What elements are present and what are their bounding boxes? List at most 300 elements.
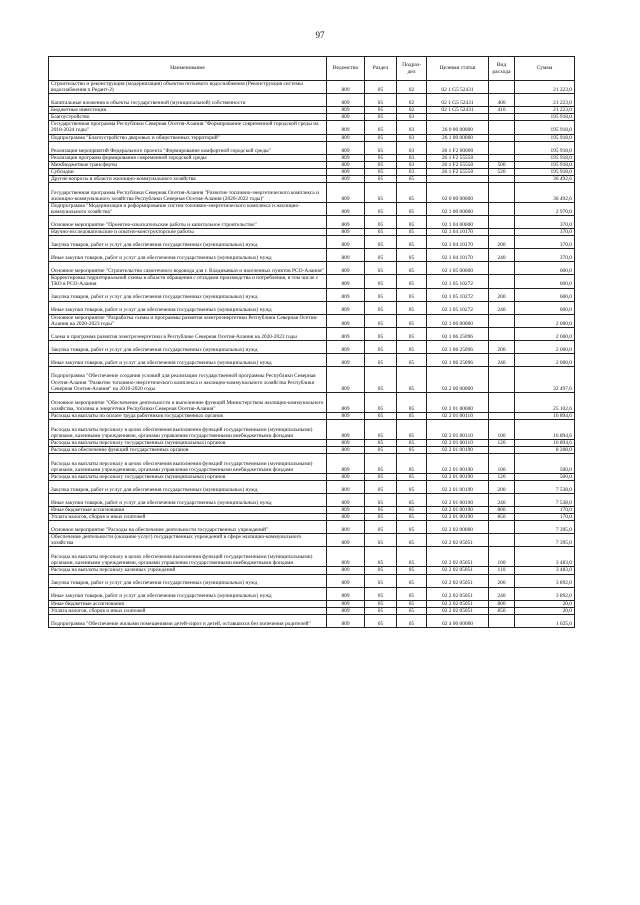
table-row bbox=[49, 587, 575, 600]
cell-subsection: 05 bbox=[397, 353, 427, 366]
cell-name: Бюджетные инвестиции bbox=[49, 107, 327, 114]
table-row bbox=[49, 392, 575, 412]
cell-target-item: 26 1 F2 55550 bbox=[427, 168, 489, 175]
cell-name: Государственная программа Республики Северная Осетия-Алания "Развитие топливно-энергетического комплекса и жилищно-коммунального хозяйства Республики Северная Осетия-Алания (2020-2022 годы)" bbox=[49, 183, 327, 203]
cell-section: 05 bbox=[365, 121, 397, 134]
cell-section: 05 bbox=[365, 262, 397, 275]
cell-section: 05 bbox=[365, 473, 397, 480]
cell-expense-type: 500 bbox=[489, 161, 515, 168]
cell-name: Расходы на выплаты персоналу в целях обеспечения выполнения функций государственными (муниципальными) органами, казенными учреждениями, органами управления государственными внебюджетными фондами bbox=[49, 419, 327, 439]
cell-subsection: 05 bbox=[397, 547, 427, 567]
cell-expense-type: 850 bbox=[489, 514, 515, 521]
cell-section: 05 bbox=[365, 574, 397, 587]
cell-target-item: 02 2 01 00190 bbox=[427, 473, 489, 480]
cell-target-item: 02 2 02 05051 bbox=[427, 567, 489, 574]
cell-department: 809 bbox=[327, 514, 365, 521]
cell-department: 809 bbox=[327, 236, 365, 249]
cell-target-item: 02 2 01 00190 bbox=[427, 494, 489, 507]
cell-subsection: 05 bbox=[397, 514, 427, 521]
cell-section: 05 bbox=[365, 547, 397, 567]
cell-subsection: 05 bbox=[397, 607, 427, 614]
cell-section: 05 bbox=[365, 114, 397, 121]
cell-amount: 195 918,0 bbox=[515, 121, 575, 134]
cell-name: Закупка товаров, работ и услуг для обеспечения государственных (муниципальных) нужд bbox=[49, 340, 327, 353]
cell-target-item: 02 2 00 00000 bbox=[427, 366, 489, 392]
cell-section: 05 bbox=[365, 534, 397, 547]
cell-subsection: 05 bbox=[397, 446, 427, 453]
table-row bbox=[49, 521, 575, 534]
cell-department: 809 bbox=[327, 453, 365, 473]
table-header-row bbox=[49, 57, 575, 81]
cell-section: 05 bbox=[365, 107, 397, 114]
page-number: 97 bbox=[315, 30, 325, 40]
cell-amount: 32 497,6 bbox=[515, 366, 575, 392]
cell-expense-type bbox=[489, 614, 515, 627]
cell-target-item: 02 2 01 00110 bbox=[427, 412, 489, 419]
cell-name: Иные закупки товаров, работ и услуг для обеспечения государственных (муниципальных) нужд bbox=[49, 249, 327, 262]
cell-expense-type bbox=[489, 392, 515, 412]
cell-amount: 7 538,0 bbox=[515, 494, 575, 507]
table-row bbox=[49, 168, 575, 175]
cell-subsection: 05 bbox=[397, 366, 427, 392]
cell-section: 05 bbox=[365, 507, 397, 514]
cell-department: 809 bbox=[327, 353, 365, 366]
cell-expense-type bbox=[489, 229, 515, 236]
header-expense-type: Вид расхода bbox=[489, 57, 515, 81]
cell-target-item: 02 0 00 00000 bbox=[427, 183, 489, 203]
cell-department: 809 bbox=[327, 301, 365, 314]
cell-subsection: 03 bbox=[397, 154, 427, 161]
cell-amount: 195 918,0 bbox=[515, 154, 575, 161]
cell-expense-type: 200 bbox=[489, 340, 515, 353]
cell-department: 809 bbox=[327, 216, 365, 229]
cell-subsection: 05 bbox=[397, 481, 427, 494]
cell-department: 809 bbox=[327, 521, 365, 534]
table-row bbox=[49, 327, 575, 340]
cell-section: 05 bbox=[365, 521, 397, 534]
header-target-item: Целевая статья bbox=[427, 57, 489, 81]
table-row bbox=[49, 494, 575, 507]
header-name: Наименование bbox=[49, 57, 327, 81]
cell-expense-type: 100 bbox=[489, 547, 515, 567]
cell-subsection: 05 bbox=[397, 494, 427, 507]
cell-amount: 8 208,0 bbox=[515, 446, 575, 453]
cell-section: 05 bbox=[365, 183, 397, 203]
cell-target-item: 02 2 01 00110 bbox=[427, 439, 489, 446]
cell-expense-type bbox=[489, 141, 515, 154]
cell-name: Расходы на выплаты персоналу в целях обеспечения выполнения функций государственными (муниципальными) органами, казенными учреждениями, органами управления государственными внебюджетными фондами bbox=[49, 547, 327, 567]
cell-department: 809 bbox=[327, 446, 365, 453]
cell-subsection: 05 bbox=[397, 574, 427, 587]
cell-department: 809 bbox=[327, 494, 365, 507]
cell-amount: 21 223,0 bbox=[515, 107, 575, 114]
cell-amount: 21 223,0 bbox=[515, 94, 575, 107]
table-row bbox=[49, 249, 575, 262]
cell-section: 05 bbox=[365, 154, 397, 161]
table-row bbox=[49, 288, 575, 301]
cell-name: Субсидии bbox=[49, 168, 327, 175]
cell-name: Иные закупки товаров, работ и услуг для обеспечения государственных (муниципальных) нужд bbox=[49, 353, 327, 366]
cell-section: 05 bbox=[365, 327, 397, 340]
cell-name: Основное мероприятие "Строительство самотечного водовода для г. Владикавказ и населенных пунктов РСО-Алания" bbox=[49, 262, 327, 275]
cell-name: Строительство и реконструкция (модернизация) объектов питьевого водоснабжения (Реконструкция системы водоснабжения п.Редант-2) bbox=[49, 81, 327, 94]
cell-amount: 600,0 bbox=[515, 301, 575, 314]
cell-target-item: 02 1 05 10272 bbox=[427, 301, 489, 314]
cell-amount: 16 894,6 bbox=[515, 439, 575, 446]
table-row bbox=[49, 175, 575, 182]
cell-expense-type: 240 bbox=[489, 353, 515, 366]
cell-target-item: 02 1 04 00000 bbox=[427, 216, 489, 229]
cell-expense-type: 100 bbox=[489, 453, 515, 473]
cell-department: 809 bbox=[327, 175, 365, 182]
table-row bbox=[49, 473, 575, 480]
cell-target-item: 26 1 F2 00000 bbox=[427, 141, 489, 154]
cell-expense-type: 240 bbox=[489, 494, 515, 507]
cell-section: 05 bbox=[365, 600, 397, 607]
cell-name: Подпрограмма "Модернизация и реформирование систем топливно-энергетического комплекса и жилищно-коммунального хозяйства" bbox=[49, 203, 327, 216]
cell-section: 05 bbox=[365, 203, 397, 216]
cell-amount: 1 025,0 bbox=[515, 614, 575, 627]
cell-subsection: 05 bbox=[397, 183, 427, 203]
cell-amount: 3 892,0 bbox=[515, 574, 575, 587]
cell-target-item: 26 1 F2 55550 bbox=[427, 161, 489, 168]
cell-subsection: 05 bbox=[397, 473, 427, 480]
table-row bbox=[49, 547, 575, 567]
cell-target-item: 02 2 02 05051 bbox=[427, 587, 489, 600]
cell-amount: 2 000,0 bbox=[515, 314, 575, 327]
cell-name: Закупка товаров, работ и услуг для обеспечения государственных (муниципальных) нужд bbox=[49, 481, 327, 494]
cell-amount: 195 918,0 bbox=[515, 134, 575, 141]
cell-department: 809 bbox=[327, 229, 365, 236]
cell-target-item: 02 1 05 00000 bbox=[427, 262, 489, 275]
cell-section: 05 bbox=[365, 340, 397, 353]
cell-subsection: 02 bbox=[397, 81, 427, 94]
cell-amount: 370,0 bbox=[515, 236, 575, 249]
cell-amount: 170,0 bbox=[515, 514, 575, 521]
cell-department: 809 bbox=[327, 262, 365, 275]
table-row bbox=[49, 534, 575, 547]
cell-section: 05 bbox=[365, 141, 397, 154]
cell-subsection: 03 bbox=[397, 121, 427, 134]
cell-expense-type: 200 bbox=[489, 288, 515, 301]
table-row bbox=[49, 614, 575, 627]
table-row bbox=[49, 216, 575, 229]
cell-amount: 600,0 bbox=[515, 288, 575, 301]
cell-section: 05 bbox=[365, 587, 397, 600]
cell-section: 05 bbox=[365, 412, 397, 419]
cell-expense-type bbox=[489, 114, 515, 121]
cell-department: 809 bbox=[327, 412, 365, 419]
cell-subsection: 05 bbox=[397, 587, 427, 600]
cell-name: Государственная программа Республики Северная Осетия-Алания "Формирование современной городской среды на 2018-2024 годы" bbox=[49, 121, 327, 134]
table-row bbox=[49, 107, 575, 114]
table-row bbox=[49, 514, 575, 521]
cell-section: 05 bbox=[365, 81, 397, 94]
cell-target-item: 02 2 02 05051 bbox=[427, 607, 489, 614]
cell-target-item: 02 2 02 05051 bbox=[427, 547, 489, 567]
cell-section: 05 bbox=[365, 249, 397, 262]
cell-department: 809 bbox=[327, 534, 365, 547]
cell-target-item bbox=[427, 175, 489, 182]
table-row bbox=[49, 154, 575, 161]
cell-expense-type: 520 bbox=[489, 168, 515, 175]
cell-section: 05 bbox=[365, 216, 397, 229]
table-row bbox=[49, 262, 575, 275]
cell-section: 05 bbox=[365, 419, 397, 439]
table-row bbox=[49, 141, 575, 154]
cell-amount: 3 892,0 bbox=[515, 587, 575, 600]
cell-section: 05 bbox=[365, 514, 397, 521]
cell-department: 809 bbox=[327, 81, 365, 94]
cell-amount: 20,0 bbox=[515, 607, 575, 614]
cell-amount: 195 918,0 bbox=[515, 161, 575, 168]
cell-department: 809 bbox=[327, 121, 365, 134]
cell-amount: 16 894,6 bbox=[515, 419, 575, 439]
cell-expense-type bbox=[489, 446, 515, 453]
cell-amount: 21 223,0 bbox=[515, 81, 575, 94]
cell-name: Подпрограмма "Обеспечение создания условий для реализации государственной программы Республики Северная Осетия-Алания "Развитие топливно-энергетического комплекса и жилищно-коммунального хозяйства Республики Северная Осетия-Алания" на 2016-2020 годы bbox=[49, 366, 327, 392]
cell-department: 809 bbox=[327, 275, 365, 288]
cell-amount: 7 395,0 bbox=[515, 534, 575, 547]
cell-expense-type bbox=[489, 154, 515, 161]
table-row bbox=[49, 600, 575, 607]
cell-department: 809 bbox=[327, 481, 365, 494]
cell-subsection: 05 bbox=[397, 521, 427, 534]
cell-target-item: 02 1 00 00000 bbox=[427, 203, 489, 216]
cell-department: 809 bbox=[327, 547, 365, 567]
cell-target-item: 02 4 00 00000 bbox=[427, 614, 489, 627]
cell-expense-type: 200 bbox=[489, 481, 515, 494]
cell-name: Иные закупки товаров, работ и услуг для обеспечения государственных (муниципальных) нужд bbox=[49, 587, 327, 600]
cell-target-item: 02 1 05 10272 bbox=[427, 275, 489, 288]
cell-department: 809 bbox=[327, 614, 365, 627]
table-row bbox=[49, 161, 575, 168]
cell-expense-type: 120 bbox=[489, 473, 515, 480]
table-row bbox=[49, 301, 575, 314]
cell-department: 809 bbox=[327, 392, 365, 412]
cell-target-item: 02 1 G5 52431 bbox=[427, 81, 489, 94]
cell-target-item: 26 0 00 00000 bbox=[427, 121, 489, 134]
cell-expense-type bbox=[489, 521, 515, 534]
cell-expense-type bbox=[489, 262, 515, 275]
cell-target-item: 02 1 G5 52431 bbox=[427, 107, 489, 114]
cell-target-item: 26 1 F2 55550 bbox=[427, 154, 489, 161]
header-department: Ведомство bbox=[327, 57, 365, 81]
cell-subsection: 05 bbox=[397, 203, 427, 216]
cell-department: 809 bbox=[327, 587, 365, 600]
cell-section: 05 bbox=[365, 607, 397, 614]
cell-target-item: 02 1 06 00000 bbox=[427, 314, 489, 327]
cell-amount: 3 483,0 bbox=[515, 547, 575, 567]
table-row bbox=[49, 183, 575, 203]
cell-section: 05 bbox=[365, 481, 397, 494]
cell-amount: 2 970,0 bbox=[515, 203, 575, 216]
cell-amount: 36 492,6 bbox=[515, 175, 575, 182]
table-row bbox=[49, 353, 575, 366]
cell-subsection: 05 bbox=[397, 288, 427, 301]
table-row bbox=[49, 567, 575, 574]
cell-expense-type: 800 bbox=[489, 600, 515, 607]
cell-section: 05 bbox=[365, 314, 397, 327]
cell-subsection: 02 bbox=[397, 94, 427, 107]
cell-department: 809 bbox=[327, 168, 365, 175]
cell-subsection: 05 bbox=[397, 614, 427, 627]
cell-amount: 3 483,0 bbox=[515, 567, 575, 574]
cell-section: 05 bbox=[365, 392, 397, 412]
cell-amount: 16 894,6 bbox=[515, 412, 575, 419]
table-row bbox=[49, 453, 575, 473]
cell-target-item: 02 1 04 10170 bbox=[427, 229, 489, 236]
cell-amount: 600,0 bbox=[515, 262, 575, 275]
cell-name: Уплата налогов, сборов и иных платежей bbox=[49, 607, 327, 614]
table-row bbox=[49, 574, 575, 587]
cell-name: Основное мероприятие "Проектно-изыскательские работы и капитальное строительство" bbox=[49, 216, 327, 229]
cell-expense-type: 400 bbox=[489, 94, 515, 107]
cell-section: 05 bbox=[365, 453, 397, 473]
cell-section: 05 bbox=[365, 175, 397, 182]
cell-amount: 500,0 bbox=[515, 453, 575, 473]
cell-subsection: 05 bbox=[397, 507, 427, 514]
cell-subsection: 05 bbox=[397, 453, 427, 473]
cell-amount: 7 395,0 bbox=[515, 521, 575, 534]
cell-department: 809 bbox=[327, 114, 365, 121]
table-row bbox=[49, 446, 575, 453]
cell-department: 809 bbox=[327, 439, 365, 446]
cell-department: 809 bbox=[327, 203, 365, 216]
cell-expense-type: 850 bbox=[489, 607, 515, 614]
cell-department: 809 bbox=[327, 154, 365, 161]
cell-section: 05 bbox=[365, 275, 397, 288]
cell-target-item: 02 2 02 05051 bbox=[427, 534, 489, 547]
table-row bbox=[49, 366, 575, 392]
table-row bbox=[49, 94, 575, 107]
header-amount: Сумма bbox=[515, 57, 575, 81]
cell-expense-type bbox=[489, 81, 515, 94]
cell-section: 05 bbox=[365, 134, 397, 141]
cell-name: Закупка товаров, работ и услуг для обеспечения государственных (муниципальных) нужд bbox=[49, 574, 327, 587]
cell-target-item: 02 1 G5 52431 bbox=[427, 94, 489, 107]
cell-department: 809 bbox=[327, 288, 365, 301]
header-section: Раздел bbox=[365, 57, 397, 81]
cell-subsection: 05 bbox=[397, 175, 427, 182]
cell-target-item: 02 2 02 00000 bbox=[427, 521, 489, 534]
cell-name: Иные бюджетные ассигнования bbox=[49, 600, 327, 607]
cell-target-item: 02 2 01 00190 bbox=[427, 514, 489, 521]
cell-target-item: 02 2 01 00190 bbox=[427, 453, 489, 473]
cell-expense-type: 100 bbox=[489, 419, 515, 439]
budget-table bbox=[48, 56, 575, 628]
cell-department: 809 bbox=[327, 314, 365, 327]
cell-amount: 195 918,0 bbox=[515, 141, 575, 154]
cell-subsection: 05 bbox=[397, 236, 427, 249]
cell-department: 809 bbox=[327, 161, 365, 168]
table-row bbox=[49, 439, 575, 446]
cell-expense-type bbox=[489, 275, 515, 288]
cell-name: Реализация программ формирования современной городской среды bbox=[49, 154, 327, 161]
table-row bbox=[49, 81, 575, 94]
cell-expense-type: 200 bbox=[489, 574, 515, 587]
cell-expense-type: 240 bbox=[489, 301, 515, 314]
cell-section: 05 bbox=[365, 94, 397, 107]
cell-expense-type bbox=[489, 327, 515, 340]
cell-expense-type bbox=[489, 534, 515, 547]
cell-name: Основное мероприятие "Разработка схемы и программы развития электроэнергетики Республики Северная Осетия-Алания на 2020-2023 годы" bbox=[49, 314, 327, 327]
cell-amount: 195 918,0 bbox=[515, 168, 575, 175]
table-row bbox=[49, 412, 575, 419]
table-row bbox=[49, 481, 575, 494]
cell-target-item: 02 2 01 00190 bbox=[427, 481, 489, 494]
header-subsection: Подраз- дел bbox=[397, 57, 427, 81]
table-row bbox=[49, 203, 575, 216]
cell-department: 809 bbox=[327, 366, 365, 392]
cell-subsection: 05 bbox=[397, 340, 427, 353]
cell-target-item: 02 2 02 05051 bbox=[427, 600, 489, 607]
cell-subsection: 05 bbox=[397, 327, 427, 340]
cell-target-item: 02 1 06 25096 bbox=[427, 327, 489, 340]
cell-subsection: 05 bbox=[397, 314, 427, 327]
cell-section: 05 bbox=[365, 301, 397, 314]
cell-name: Другие вопросы в области жилищно-коммунального хозяйства bbox=[49, 175, 327, 182]
cell-expense-type: 120 bbox=[489, 439, 515, 446]
cell-target-item: 02 1 06 25096 bbox=[427, 353, 489, 366]
table-row bbox=[49, 419, 575, 439]
cell-expense-type bbox=[489, 175, 515, 182]
cell-subsection: 05 bbox=[397, 275, 427, 288]
cell-name: Закупка товаров, работ и услуг для обеспечения государственных (муниципальных) нужд bbox=[49, 236, 327, 249]
cell-expense-type bbox=[489, 216, 515, 229]
table-row bbox=[49, 275, 575, 288]
cell-name: Схема и программа развития электроэнергетики в Республике Северная Осетия-Алания на 2020-2023 годы bbox=[49, 327, 327, 340]
cell-expense-type bbox=[489, 134, 515, 141]
cell-name: Уплата налогов, сборов и иных платежей bbox=[49, 514, 327, 521]
cell-amount: 2 000,0 bbox=[515, 353, 575, 366]
cell-name: Научно-исследовательские и опытно-конструкторские работы bbox=[49, 229, 327, 236]
cell-subsection: 02 bbox=[397, 107, 427, 114]
cell-name: Основное мероприятие "Расходы на обеспечение деятельности государственных учреждений" bbox=[49, 521, 327, 534]
cell-name: Закупка товаров, работ и услуг для обеспечения государственных (муниципальных) нужд bbox=[49, 288, 327, 301]
cell-name: Капитальные вложения в объекты государственной (муниципальной) собственности bbox=[49, 94, 327, 107]
cell-amount: 7 538,0 bbox=[515, 481, 575, 494]
table-row bbox=[49, 507, 575, 514]
cell-name: Расходы на выплаты персоналу в целях обеспечения выполнения функций государственными (муниципальными) органами, казенными учреждениями, органами управления государственными внебюджетными фондами bbox=[49, 453, 327, 473]
cell-target-item: 02 1 04 10170 bbox=[427, 249, 489, 262]
cell-expense-type: 800 bbox=[489, 507, 515, 514]
cell-subsection: 05 bbox=[397, 419, 427, 439]
cell-subsection: 03 bbox=[397, 168, 427, 175]
cell-amount: 370,0 bbox=[515, 229, 575, 236]
cell-target-item: 02 1 05 10272 bbox=[427, 288, 489, 301]
cell-amount: 2 000,0 bbox=[515, 327, 575, 340]
cell-name: Подпрограмма "Обеспечение жилыми помещениями детей-сирот и детей, оставшихся без попечения родителей" bbox=[49, 614, 327, 627]
cell-subsection: 05 bbox=[397, 262, 427, 275]
cell-section: 05 bbox=[365, 614, 397, 627]
cell-expense-type bbox=[489, 412, 515, 419]
cell-department: 809 bbox=[327, 574, 365, 587]
cell-section: 05 bbox=[365, 288, 397, 301]
cell-target-item: 02 1 04 10170 bbox=[427, 236, 489, 249]
cell-name: Расходы на выплаты по оплате труда работников государственных органов bbox=[49, 412, 327, 419]
cell-subsection: 05 bbox=[397, 249, 427, 262]
cell-name: Реализация мероприятий Федерального проекта "Формирование комфортной городской среды" bbox=[49, 141, 327, 154]
cell-department: 809 bbox=[327, 107, 365, 114]
cell-expense-type bbox=[489, 121, 515, 134]
cell-target-item: 02 2 02 05051 bbox=[427, 574, 489, 587]
cell-name: Основное мероприятие "Обеспечение деятельности и выполнение функций Министерством жилищно-коммунального хозяйства, топлива и энергетики Республики Северная Осетия-Алания" bbox=[49, 392, 327, 412]
table-row bbox=[49, 229, 575, 236]
cell-department: 809 bbox=[327, 183, 365, 203]
cell-department: 809 bbox=[327, 567, 365, 574]
cell-name: Благоустройство bbox=[49, 114, 327, 121]
